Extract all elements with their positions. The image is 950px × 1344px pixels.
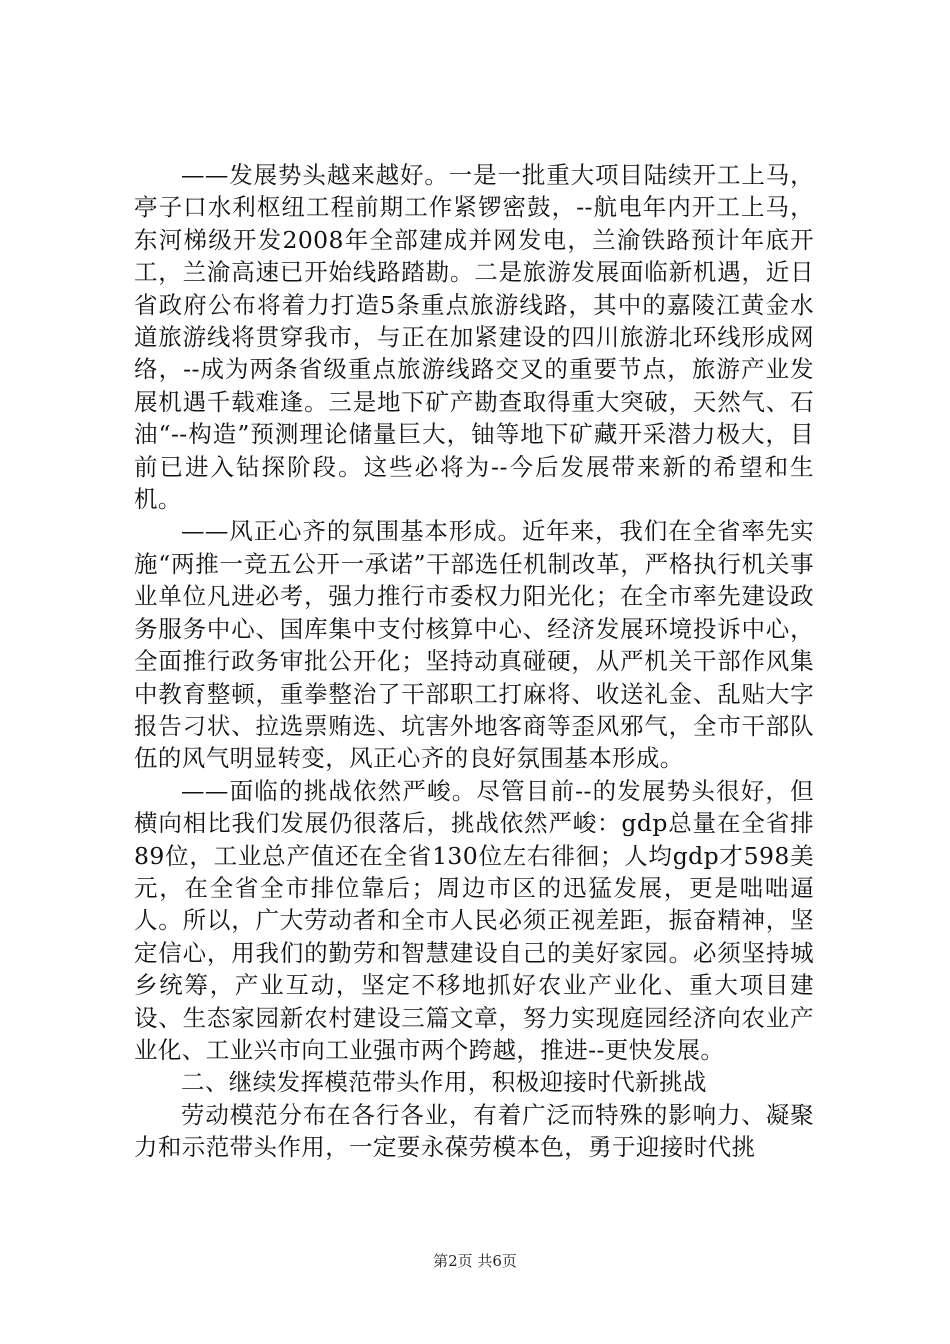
page-footer: 第2页 共6页 — [433, 1252, 517, 1270]
paragraph-development-momentum: ——发展势头越来越好。一是一批重大项目陆续开工上马，亭子口水利枢纽工程前期工作紧锣密鼓，--航电年内开工上马，东河梯级开发2008年全部建成并网发电，兰渝铁路预计年底开工，兰渝高速已开始线路踏勘。二是旅游发展面临新机遇，近日省政府公布将着力打造5条重点旅游线路，其中的嘉陵江黄金水道旅游线将贯穿我市，与正在加紧建设的四川旅游北环线形成网络，--成为两条省级重点旅游线路交叉的重要节点，旅游产业发展机遇千载难逢。三是地下矿产勘查取得重大突破，天然气、石油“--构造”预测理论储量巨大，铀等地下矿藏开采潜力极大，目前已进入钻探阶段。这些必将为--今后发展带来新的希望和生机。 — [134, 161, 814, 514]
document-body — [134, 159, 814, 1164]
paragraph-labor-models: 劳动模范分布在各行各业，有着广泛而特殊的影响力、凝聚力和示范带头作用，一定要永葆劳模本色，勇于迎接时代挑 — [134, 1100, 814, 1162]
paragraph-atmosphere-formed: ——风正心齐的氛围基本形成。近年来，我们在全省率先实施“两推一竞五公开一承诺”干部选任机制改革，严格执行机关事业单位凡进必考，强力推行市委权力阳光化；在全市率先建设政务服务中心、国库集中支付核算中心、经济发展环境投诉中心，全面推行政务审批公开化；坚持动真碰硬，从严机关干部作风集中教育整顿，重拳整治了干部职工打麻将、收送礼金、乱贴大字报告刁状、拉选票贿选、坑害外地客商等歪风邪气，全市干部队伍的风气明显转变，风正心齐的良好氛围基本形成。 — [134, 517, 814, 773]
section-heading-model-role: 二、继续发挥模范带头作用，积极迎接时代新挑战 — [181, 1068, 707, 1097]
paragraph-challenges-severe: ——面临的挑战依然严峻。尽管目前--的发展势头很好，但横向相比我们发展仍很落后，挑战依然严峻：gdp总量在全省排89位，工业总产值还在全省130位左右徘徊；人均gdp才598美元，在全省全市排位靠后；周边市区的迅猛发展，更是咄咄逼人。所以，广大劳动者和全市人民必须正视差距，振奋精神，坚定信心，用我们的勤劳和智慧建设自己的美好家园。必须坚持城乡统筹，产业互动，坚定不移地抓好农业产业化、重大项目建设、生态家园新农村建设三篇文章，努力实现庭园经济向农业产业化、工业兴市向工业强市两个跨越，推进--更快发展。 — [134, 776, 814, 1064]
